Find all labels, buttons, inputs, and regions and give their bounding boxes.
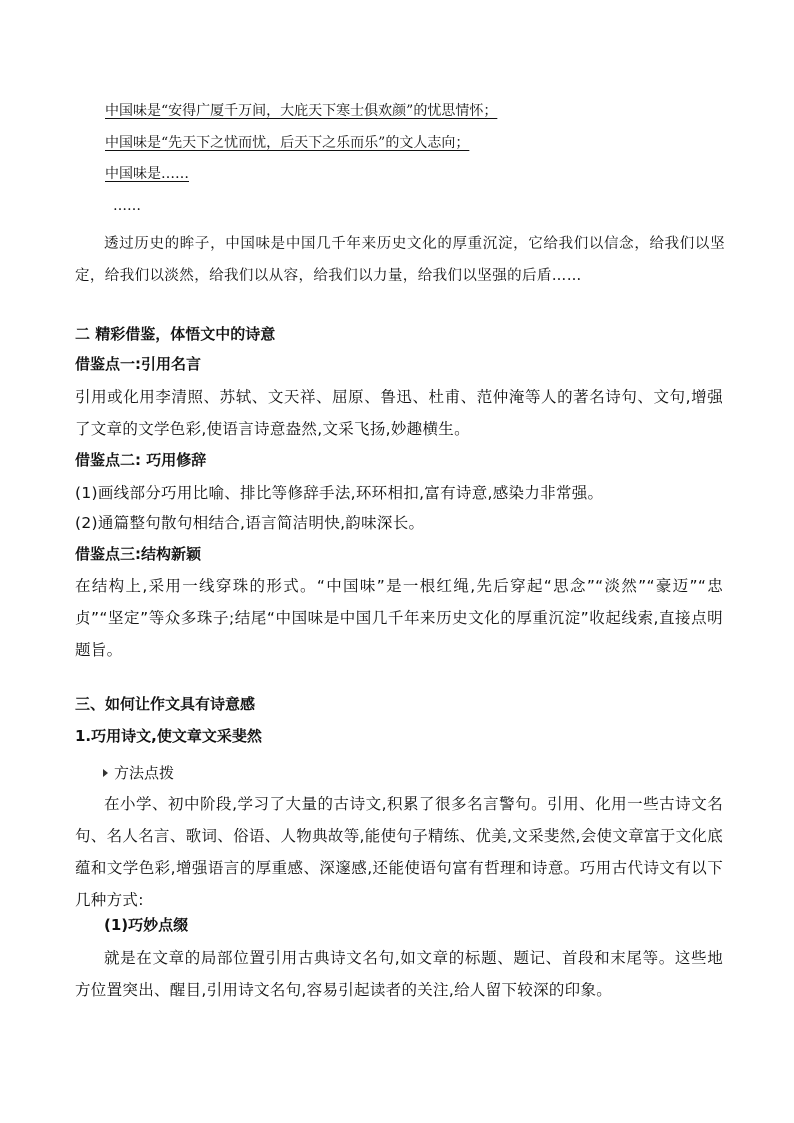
section-3-sub-1-paragraph: 在小学、初中阶段,学习了大量的古诗文,积累了很多名言警句。引用、化用一些古诗文名句、名人名言、歌词、俗语、人物典故等,能使句子精练、优美,文采斐然,会使文章富于文化底蕴和文学色彩,增强语言的厚重感、深邃感,还能使语句富有哲理和诗意。巧用古代诗文有以下几种方式: <box>75 795 723 909</box>
section-2-heading: 二 精彩借鉴，体悟文中的诗意 <box>75 325 276 343</box>
point-1-text: 引用或化用李清照、苏轼、文天祥、屈原、鲁迅、杜甫、范仲淹等人的著名诗句、文句,增强了文章的文学色彩,使语言诗意盎然,文采飞扬,妙趣横生。 <box>75 388 723 438</box>
point-1-title: 借鉴点一:引用名言 <box>75 355 201 373</box>
poem-line-1: 中国味是“安得广厦千万间，大庇天下寒士俱欢颜”的忧思情怀； <box>105 103 498 119</box>
point-2-item-2: (2)通篇整句散句相结合,语言简洁明快,韵味深长。 <box>75 514 425 532</box>
poem-closing-paragraph: 透过历史的眸子，中国味是中国几千年来历史文化的厚重沉淀，它给我们以信念，给我们以坚定，给我们以淡然，给我们以从容，给我们以力量，给我们以坚强的后盾…… <box>75 236 725 284</box>
point-3-title: 借鉴点三:结构新颖 <box>75 545 201 563</box>
method-tip <box>103 761 174 785</box>
point-3-text: 在结构上,采用一线穿珠的形式。“中国味”是一根红绳,先后穿起“思念”“淡然”“豪迈”“忠贞”“坚定”等众多珠子;结尾“中国味是中国几千年来历史文化的厚重沉淀”收起线索,直接点明题旨。 <box>75 577 723 659</box>
point-2-title: 借鉴点二: 巧用修辞 <box>75 451 207 469</box>
subsub-paragraph-1: 就是在文章的局部位置引用古典诗文名句,如文章的标题、题记、首段和末尾等。这些地方位置突出、醒目,引用诗文名句,容易引起读者的关注,给人留下较深的印象。 <box>75 949 723 999</box>
poem-line-2: 中国味是“先天下之忧而忧，后天下之乐而乐”的文人志向； <box>105 135 470 151</box>
method-tip-label: 方法点拨 <box>114 764 175 782</box>
poem-line-3: 中国味是…… <box>105 166 189 182</box>
triangle-bullet-icon <box>103 769 108 777</box>
poem-ellipsis: …… <box>113 198 141 214</box>
section-3-sub-1-title: 1.巧用诗文,使文章文采斐然 <box>75 727 262 745</box>
section-3-heading: 三、如何让作文具有诗意感 <box>75 695 256 713</box>
subsub-heading-1: (1)巧妙点缀 <box>104 916 189 934</box>
point-2-item-1: (1)画线部分巧用比喻、排比等修辞手法,环环相扣,富有诗意,感染力非常强。 <box>75 484 604 502</box>
